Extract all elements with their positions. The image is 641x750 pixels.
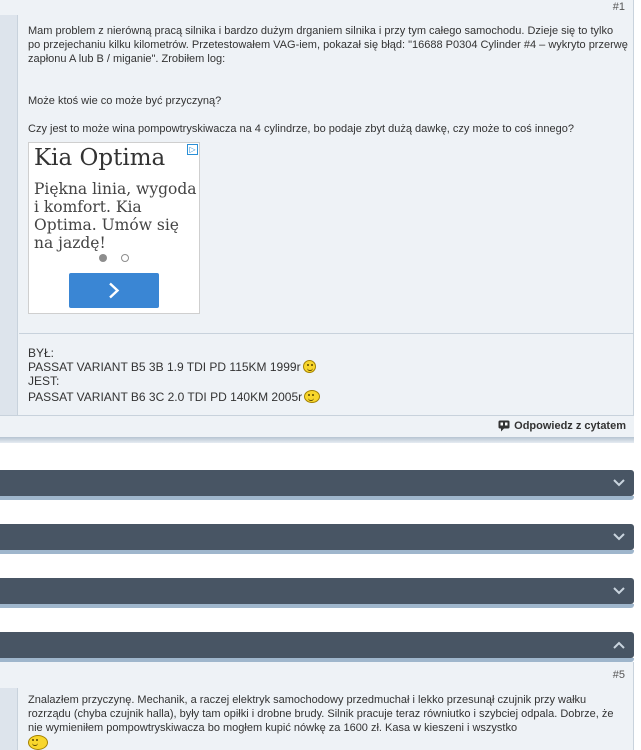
ad-next-button[interactable] [69, 273, 159, 308]
post-separator [0, 437, 634, 443]
ad-choices-icon[interactable]: ▷ [187, 144, 198, 155]
signature-is-label: JEST: [28, 374, 60, 388]
ad-carousel-dot[interactable] [121, 254, 129, 262]
chevron-right-icon [107, 282, 121, 299]
collapsed-post-bar[interactable] [0, 470, 634, 496]
signature-was-line [28, 360, 316, 374]
chevron-up-icon[interactable] [613, 641, 625, 649]
reply-with-quote-label: Odpowiedz z cytatem [514, 420, 626, 432]
ad-title[interactable]: Kia Optima [34, 145, 166, 171]
post-1-message [28, 24, 628, 136]
ad-carousel-dot-active[interactable] [99, 254, 107, 262]
smiley-icon [303, 360, 316, 373]
signature-divider [19, 333, 634, 334]
message-paragraph: Znalazłem przyczynę. Mechanik, a raczej elektryk samochodowy przedmuchał i lekko przesunął czujnik przy wałku rozrządu (chyba czujnik halla), były tam opiłki i drobne brudy. Silnik pracuje teraz równiutko i szybciej odpala. Dobrze, że nie wymieniłem pompowtryskiwacza bo mogłem kupić nówkę za 1600 zł. Kasa w kieszeni i wszystko [28, 694, 614, 734]
signature-is-line [28, 390, 320, 404]
post-1-left-gutter [0, 15, 18, 415]
collapsed-post-bar[interactable] [0, 578, 634, 604]
post-number[interactable]: #1 [612, 1, 625, 13]
post-5-message [28, 693, 628, 750]
signature-was-label: BYŁ: [28, 346, 55, 360]
message-paragraph: Może ktoś wie co może być przyczyną? [28, 95, 222, 107]
signature-was-car: PASSAT VARIANT B5 3B 1.9 TDI PD 115KM 1999r [28, 360, 301, 374]
post-number[interactable]: #5 [612, 669, 625, 681]
chevron-down-icon[interactable] [613, 479, 625, 487]
reply-with-quote-button[interactable] [498, 420, 626, 432]
grin-icon [304, 390, 320, 403]
signature-is-car: PASSAT VARIANT B6 3C 2.0 TDI PD 140KM 2005r [28, 390, 303, 404]
message-paragraph: Mam problem z nierówną pracą silnika i bardzo dużym drganiem silnika i przy tym całego samochodu. Dzieje się to tylko po przejechaniu kilku kilometrów. Przetestowałem VAG-iem, pokazał się błąd: "16688 P0304 Cylinder #4 – wykryto przerwę zapłonu A lub B / miganie". Zrobiłem log: [28, 25, 628, 65]
bar-accent [0, 496, 634, 500]
quote-bubble-icon [498, 420, 510, 432]
advertisement[interactable] [28, 142, 200, 314]
ad-body[interactable]: Piękna linia, wygoda i komfort. Kia Optima. Umów się na jazdę! [34, 180, 197, 252]
message-paragraph: Czy jest to może wina pompowtryskiwacza na 4 cylindrze, bo podaje zbyt dużą dawkę, czy może to coś innego? [28, 123, 574, 135]
bar-accent [0, 604, 634, 608]
thumbs-up-smiley-icon [28, 735, 48, 750]
bar-accent [0, 550, 634, 554]
chevron-down-icon[interactable] [613, 587, 625, 595]
post-5-left-gutter [0, 688, 18, 750]
chevron-down-icon[interactable] [613, 533, 625, 541]
expanded-post-bar[interactable] [0, 632, 634, 658]
collapsed-post-bar[interactable] [0, 524, 634, 550]
post-1-actions [0, 415, 634, 437]
